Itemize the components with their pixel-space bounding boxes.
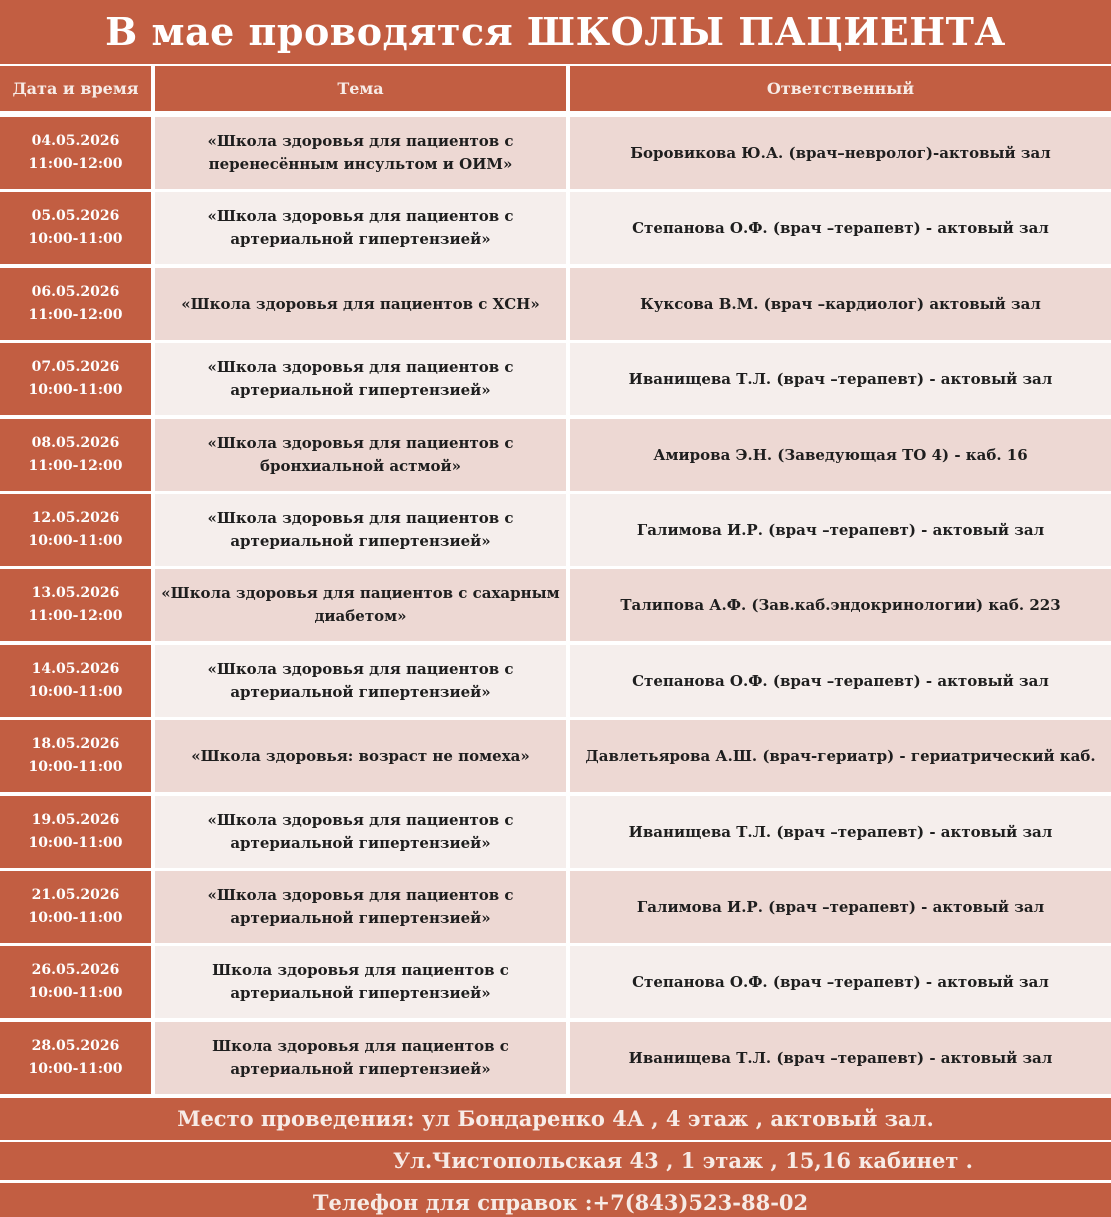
topic-cell: «Школа здоровья для пациентов с артериальной гипертензией» (155, 645, 566, 717)
footer-place: Место проведения: ул Бондаренко 4А , 4 этаж , актовый зал. (0, 1098, 1111, 1140)
table-row (0, 268, 1111, 340)
topic-cell: «Школа здоровья для пациентов с бронхиальной астмой» (155, 419, 566, 491)
date-cell: 07.05.2026 10:00-11:00 (0, 343, 151, 415)
table-row (0, 569, 1111, 641)
responsible-cell: Галимова И.Р. (врач –терапевт) - актовый зал (570, 494, 1111, 566)
topic-cell: Школа здоровья для пациентов с артериальной гипертензией» (155, 946, 566, 1018)
topic-cell: Школа здоровья для пациентов с артериальной гипертензией» (155, 1022, 566, 1094)
date-cell: 26.05.2026 10:00-11:00 (0, 946, 151, 1018)
responsible-cell: Галимова И.Р. (врач –терапевт) - актовый зал (570, 871, 1111, 943)
responsible-cell: Талипова А.Ф. (Зав.каб.эндокринологии) каб. 223 (570, 569, 1111, 641)
responsible-cell: Иванищева Т.Л. (врач –терапевт) - актовый зал (570, 343, 1111, 415)
responsible-cell: Боровикова Ю.А. (врач–невролог)-актовый зал (570, 117, 1111, 189)
table-row (0, 1022, 1111, 1094)
topic-cell: «Школа здоровья для пациентов с сахарным диабетом» (155, 569, 566, 641)
table-row (0, 419, 1111, 491)
topic-cell: «Школа здоровья для пациентов с артериальной гипертензией» (155, 796, 566, 868)
date-cell: 08.05.2026 11:00-12:00 (0, 419, 151, 491)
responsible-cell: Давлетьярова А.Ш. (врач-гериатр) - гериатрический каб. (570, 720, 1111, 792)
topic-cell: «Школа здоровья для пациентов с артериальной гипертензией» (155, 494, 566, 566)
header-date: Дата и время (0, 66, 151, 111)
table-row (0, 494, 1111, 566)
date-cell: 14.05.2026 10:00-11:00 (0, 645, 151, 717)
table-row (0, 192, 1111, 264)
responsible-cell: Степанова О.Ф. (врач –терапевт) - актовый зал (570, 192, 1111, 264)
topic-cell: «Школа здоровья для пациентов с перенесённым инсультом и ОИМ» (155, 117, 566, 189)
footer-phone: Телефон для справок :+7(843)523-88-02 (0, 1183, 1111, 1217)
table-row (0, 871, 1111, 943)
topic-cell: «Школа здоровья для пациентов с артериальной гипертензией» (155, 343, 566, 415)
date-cell: 13.05.2026 11:00-12:00 (0, 569, 151, 641)
table-row (0, 720, 1111, 792)
topic-cell: «Школа здоровья: возраст не помеха» (155, 720, 566, 792)
table-row (0, 946, 1111, 1018)
responsible-cell: Иванищева Т.Л. (врач –терапевт) - актовый зал (570, 1022, 1111, 1094)
poster-title: В мае проводятся ШКОЛЫ ПАЦИЕНТА (0, 0, 1111, 64)
table-row (0, 645, 1111, 717)
date-cell: 18.05.2026 10:00-11:00 (0, 720, 151, 792)
responsible-cell: Иванищева Т.Л. (врач –терапевт) - актовый зал (570, 796, 1111, 868)
topic-cell: «Школа здоровья для пациентов с ХСН» (155, 268, 566, 340)
responsible-cell: Степанова О.Ф. (врач –терапевт) - актовый зал (570, 946, 1111, 1018)
header-topic: Тема (155, 66, 566, 111)
date-cell: 12.05.2026 10:00-11:00 (0, 494, 151, 566)
header-responsible: Ответственный (570, 66, 1111, 111)
table-row (0, 343, 1111, 415)
date-cell: 04.05.2026 11:00-12:00 (0, 117, 151, 189)
date-cell: 19.05.2026 10:00-11:00 (0, 796, 151, 868)
date-cell: 05.05.2026 10:00-11:00 (0, 192, 151, 264)
responsible-cell: Степанова О.Ф. (врач –терапевт) - актовый зал (570, 645, 1111, 717)
topic-cell: «Школа здоровья для пациентов с артериальной гипертензией» (155, 871, 566, 943)
topic-cell: «Школа здоровья для пациентов с артериальной гипертензией» (155, 192, 566, 264)
footer-place-2: Ул.Чистопольская 43 , 1 этаж , 15,16 кабинет . (0, 1142, 1111, 1180)
date-cell: 06.05.2026 11:00-12:00 (0, 268, 151, 340)
responsible-cell: Куксова В.М. (врач –кардиолог) актовый зал (570, 268, 1111, 340)
responsible-cell: Амирова Э.Н. (Заведующая ТО 4) - каб. 16 (570, 419, 1111, 491)
date-cell: 28.05.2026 10:00-11:00 (0, 1022, 151, 1094)
table-row (0, 796, 1111, 868)
table-row (0, 117, 1111, 189)
date-cell: 21.05.2026 10:00-11:00 (0, 871, 151, 943)
table-header (0, 66, 1111, 111)
